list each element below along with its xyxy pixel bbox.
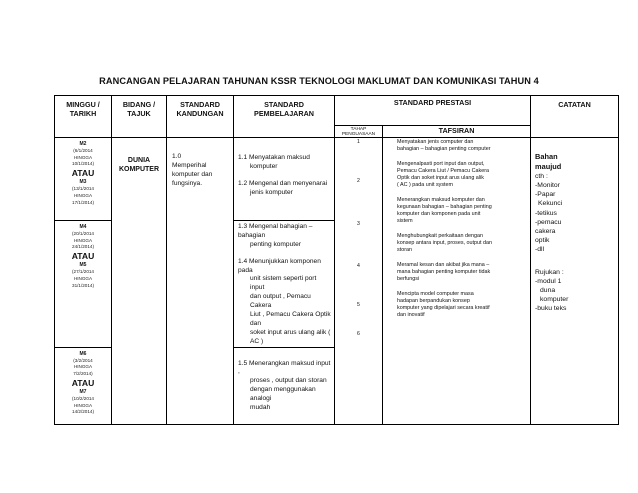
week-label: M6 [79, 350, 87, 357]
tafsiran-line: Menghubungkait perkaitaan dengan [397, 233, 484, 240]
hingga-text: HINGGA [73, 364, 93, 370]
pembelajaran-item: 1.5 Menerangkan maksud input , [238, 359, 331, 376]
tahap-level: 3 [357, 221, 360, 227]
hingga-text: HINGGA [73, 192, 93, 198]
date-start: (27/1/2014 [72, 269, 94, 275]
week-label: M4 [79, 224, 87, 230]
pembelajaran-line: mudah [250, 404, 271, 412]
week-cell [55, 138, 112, 221]
tahap-level: 5 [357, 302, 360, 308]
pembelajaran-line: penting komputer [250, 240, 301, 248]
tafsiran-line: komputer yang dipelajari secara kreatif [397, 305, 490, 312]
rujukan-item: -buku teks [535, 305, 567, 313]
pembelajaran-line: dan output , Pemacu Cakera [250, 293, 311, 310]
atau-text: ATAU [71, 377, 95, 388]
hingga-text: HINGGA [73, 402, 93, 408]
tafsiran-line: Meramal kesan dan akibat jika mana – [397, 262, 490, 269]
catatan-cell [531, 138, 619, 425]
kandungan-line: fungsinya. [172, 179, 203, 187]
tafsiran-line: dan inovatif [397, 312, 425, 319]
header-standard-pembelajaran: STANDARD PEMBELAJARAN [234, 96, 335, 138]
bidang-cell [112, 138, 167, 425]
atau-text: ATAU [71, 167, 95, 178]
tafsiran-line: Mencipta model computer masa [397, 291, 474, 298]
pembelajaran-item: 1.3 Mengenal bahagian – bahagian [238, 223, 313, 239]
tafsiran-line: Menyatakan jenis computer dan [397, 139, 474, 145]
tafsiran-cell [383, 138, 531, 425]
date-end: 24/1/2014) [72, 244, 94, 250]
header-standard-prestasi: STANDARD PRESTASI [335, 96, 531, 126]
rujukan-item: komputer [540, 296, 569, 304]
date-start: (20/1/2014 [72, 231, 94, 236]
tafsiran-line: storan [397, 247, 412, 254]
tafsiran-line: ( AC ) pada unit system [397, 182, 454, 189]
header-minggu: MINGGU / TARIKH [55, 96, 112, 138]
tafsiran-line: kegunaan bahagian – bahagian penting [397, 204, 492, 211]
atau-text: ATAU [71, 250, 95, 261]
rujukan-item: duna [540, 286, 556, 294]
pembelajaran-line: komputer [250, 162, 278, 170]
rujukan-label: Rujukan : [535, 268, 564, 276]
kandungan-line: Memperihal [172, 161, 207, 169]
bahan-item: optik [535, 237, 550, 245]
tafsiran-line: sistem [397, 218, 413, 225]
date-start: (3/2/2014 [73, 357, 93, 363]
tafsiran-line: komputer dan komponen pada unit [397, 211, 481, 218]
tafsiran-line: Pemacu Cakera Liut / Pemacu Cakera [397, 168, 489, 175]
date-start: (13/1/2014 [72, 186, 94, 192]
bahan-item: Kekunci [538, 200, 563, 208]
header-standard-kandungan: STANDARD KANDUNGAN [167, 96, 234, 138]
tafsiran-line: bahagian – bahagian penting computer [397, 146, 491, 153]
pembelajaran-cell [234, 138, 335, 221]
tahap-level: 6 [357, 331, 360, 337]
bahan-item: -Papar [535, 191, 556, 199]
week-label: M3 [79, 179, 87, 186]
bahan-item: -pemacu [535, 218, 562, 226]
pembelajaran-line: dengan menggunakan analogi [250, 386, 316, 403]
hingga-text: HINGGA [73, 237, 93, 243]
tahap-cell [335, 138, 383, 425]
week-label: M5 [79, 262, 87, 269]
date-end: 17/1/2014) [72, 199, 94, 205]
pembelajaran-cell [234, 347, 335, 424]
kandungan-cell [167, 138, 234, 425]
week-label: M2 [79, 141, 87, 147]
pembelajaran-item: 1.1 Menyatakan maksud [238, 154, 310, 161]
bahan-item: -Monitor [535, 182, 560, 190]
bahan-item: cakera [535, 228, 556, 235]
lesson-plan-table [54, 95, 619, 425]
pembelajaran-line: unit sistem seperti port input [250, 275, 317, 292]
pembelajaran-item: 1.4 Menunjukkan komponen pada [238, 257, 321, 274]
header-tafsiran: TAFSIRAN [383, 126, 531, 138]
tafsiran-line: Mengenalpasti port input dan output, [397, 161, 485, 168]
bahan-item: -tetikus [535, 209, 557, 217]
tafsiran-line: mana bahagian penting komputer tidak [397, 269, 491, 276]
tafsiran-line: Optik dan soket input arus ulang alik [397, 175, 484, 182]
tahap-level: 2 [357, 178, 360, 184]
bahan-label: Bahan maujud [535, 152, 562, 171]
hingga-text: HINGGA [73, 154, 93, 160]
date-end: 14/2/2014) [72, 409, 94, 415]
pembelajaran-item: 1.2 Mengenal dan menyenarai [238, 179, 328, 187]
kandungan-line: komputer dan [172, 170, 213, 178]
bidang-text: DUNIA KOMPUTER [118, 157, 160, 174]
tafsiran-line: konsep antara input, proses, output dan [397, 240, 493, 247]
hingga-text: HINGGA [73, 275, 93, 281]
pembelajaran-line: soket input arus ulang alik ( AC ) [250, 328, 331, 345]
date-end: 31/1/2014) [72, 282, 94, 288]
tafsiran-line: Menerangkan maksud komputer dan [397, 197, 485, 204]
pembelajaran-line: Liut , Pemacu Cakera Optik dan [250, 311, 331, 327]
tafsiran-line: hadapan berpandukan konsep [397, 298, 470, 305]
week-label: M7 [79, 388, 87, 395]
header-bidang: BIDANG / TAJUK [112, 96, 167, 138]
week-cell [55, 221, 112, 348]
date-end: 10/1/2014) [72, 161, 94, 167]
pembelajaran-line: jenis komputer [250, 188, 293, 196]
rujukan-item: -modul 1 [535, 277, 562, 285]
tahap-level: 1 [357, 139, 360, 145]
tahap-level: 4 [357, 263, 360, 269]
cth-label: cth : [535, 172, 548, 180]
header-catatan: CATATAN [531, 96, 619, 138]
bahan-item: -dll [535, 246, 545, 254]
tafsiran-line: berfungsi [397, 276, 420, 283]
date-start: (10/2/2014 [72, 395, 94, 401]
week-cell [55, 347, 112, 424]
pembelajaran-cell [234, 221, 335, 348]
pembelajaran-line: proses , output dan storan [250, 377, 327, 385]
date-start: (6/1/2014 [73, 148, 93, 153]
page-title: RANCANGAN PELAJARAN TAHUNAN KSSR TEKNOLOGI MAKLUMAT DAN KOMUNIKASI TAHUN 4 [99, 76, 539, 86]
header-tahap: TAHAP PENGUASAAN [335, 126, 383, 138]
kandungan-line: 1.0 [172, 153, 182, 160]
date-end: 7/2/2014) [73, 370, 93, 376]
